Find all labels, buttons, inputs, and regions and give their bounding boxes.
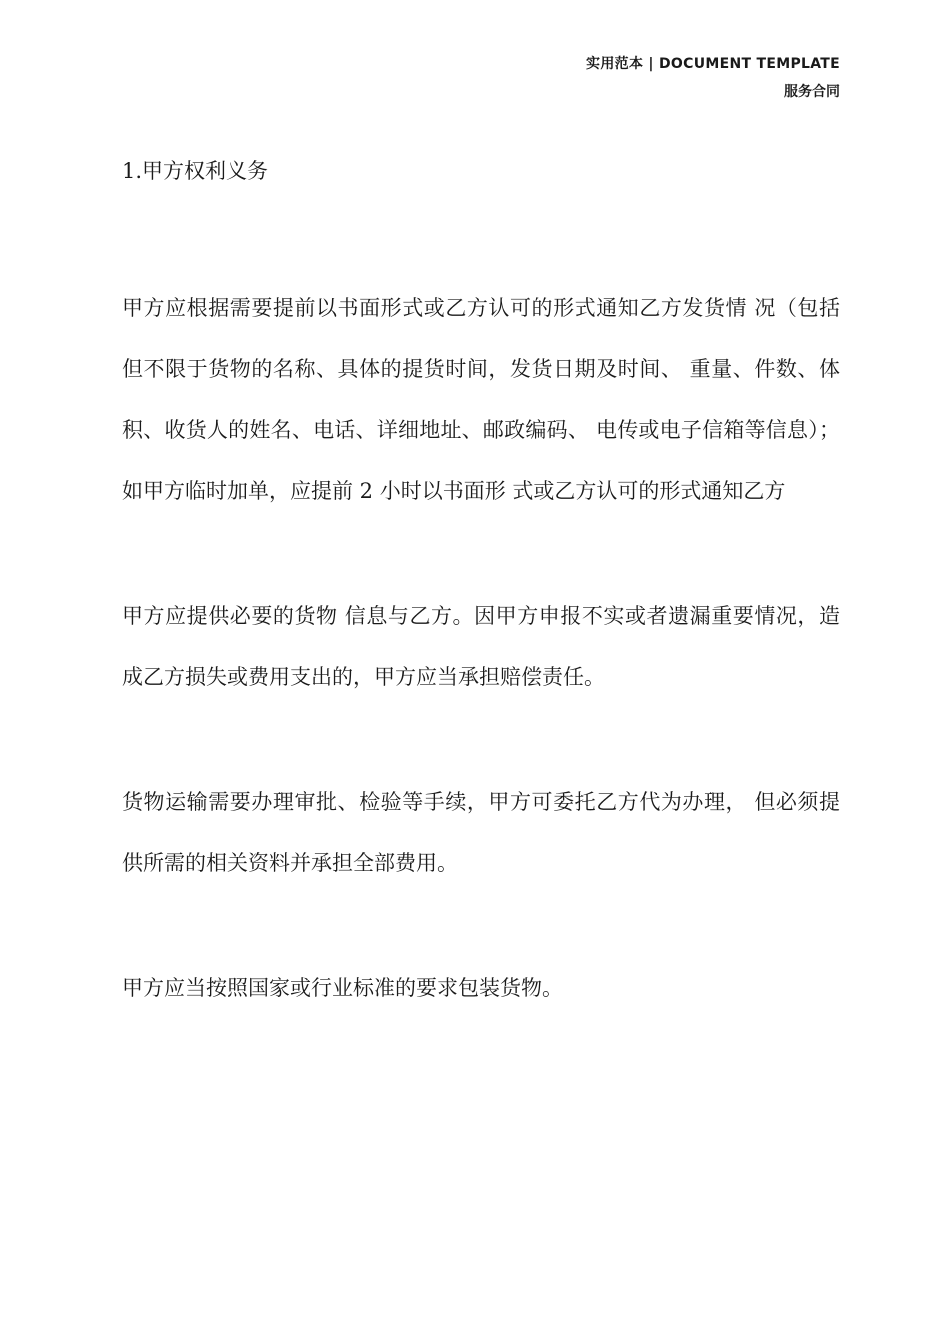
paragraph-information: 甲方应提供必要的货物 信息与乙方。因甲方申报不实或者遗漏重要情况，造成乙方损失或费用支出的，甲方应当承担赔偿责任。	[122, 604, 840, 689]
paragraph-procedures: 货物运输需要办理审批、检验等手续，甲方可委托乙方代为办理， 但必须提供所需的相关资料并承担全部费用。	[122, 790, 840, 875]
section-title: 1.甲方权利义务	[122, 159, 269, 183]
paragraph-notification: 甲方应根据需要提前以书面形式或乙方认可的形式通知乙方发货情 况（包括但不限于货物的名称、具体的提货时间，发货日期及时间、 重量、件数、体积、收货人的姓名、电话、详细地址、邮政编码、 电传或电子信箱等信息）；如甲方临时加单，应提前 2 小时以书面形 式或乙方认可的形式通知乙方	[122, 296, 840, 503]
header-template-label: 实用范本 | DOCUMENT TEMPLATE	[586, 56, 840, 72]
document-header	[586, 50, 840, 106]
paragraph-packaging: 甲方应当按照国家或行业标准的要求包装货物。	[122, 976, 563, 1000]
document-body	[122, 152, 840, 1083]
header-document-type: 服务合同	[784, 84, 840, 100]
